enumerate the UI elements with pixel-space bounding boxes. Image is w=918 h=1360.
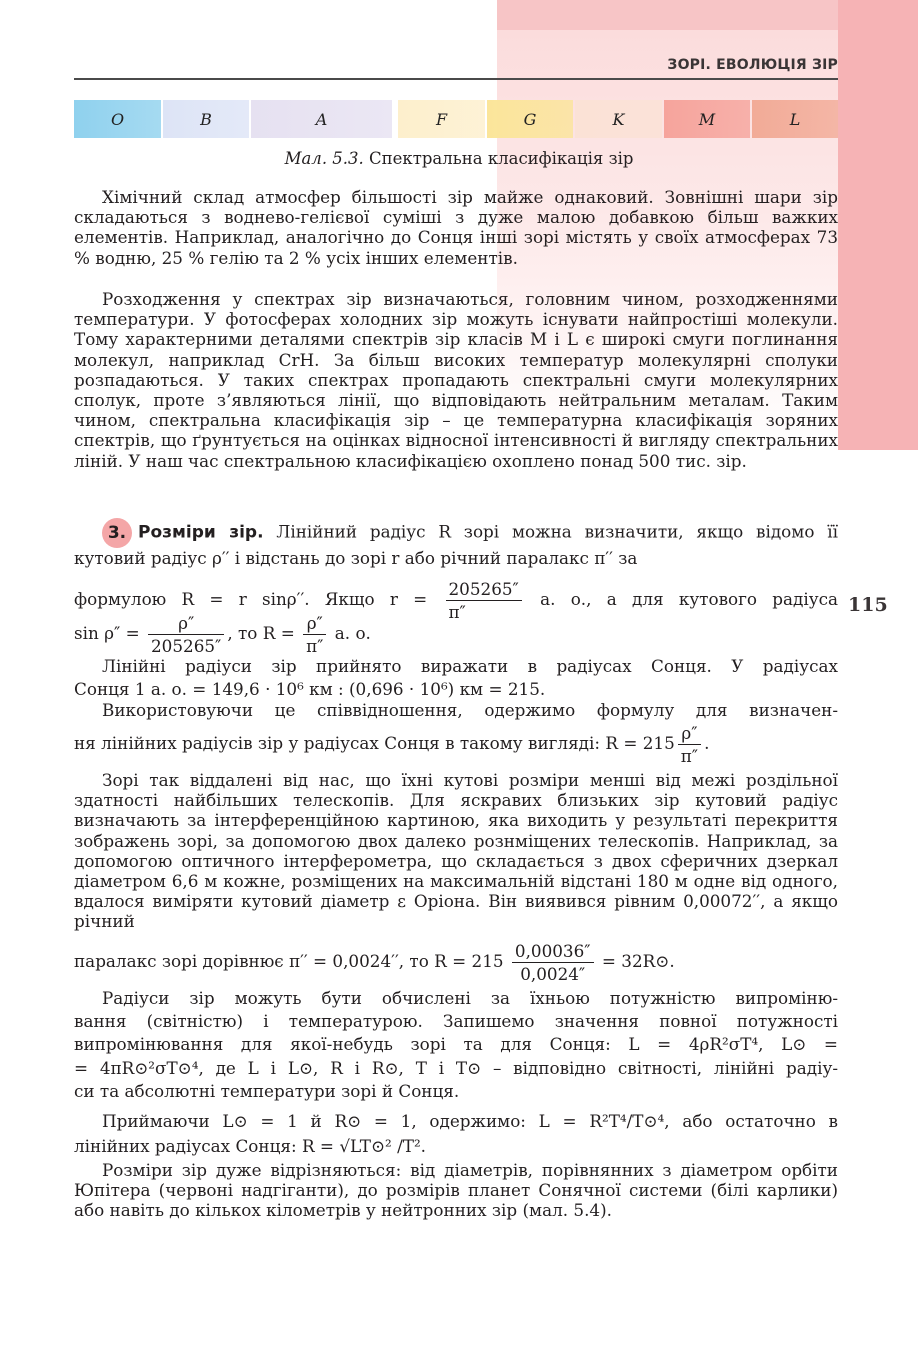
paragraph-9-block xyxy=(74,1160,838,1221)
paragraph-5-line-1: Використовуючи це співвідношення, одержимо формулу для визначен- xyxy=(102,700,838,720)
fraction-denominator: 0,0024″ xyxy=(520,964,586,984)
fraction-rho-over-pi xyxy=(303,612,326,657)
fraction-denominator: π″ xyxy=(680,746,699,766)
fraction-rho-over-pi-inline xyxy=(678,722,701,767)
fraction-rho-over-205265 xyxy=(148,612,224,657)
paragraph-7-line-3: випромінювання для якої-небудь зорі та для Сонця: L = 4ρR²σT⁴, L⊙ = xyxy=(74,1034,838,1054)
spectral-class-O: O xyxy=(74,100,161,138)
fraction-numerator: ρ″ xyxy=(303,612,326,635)
section-3-intro xyxy=(74,518,838,568)
spectral-class-K: K xyxy=(575,100,662,138)
chapter-title: ЗОРІ. ЕВОЛЮЦІЯ ЗІР xyxy=(667,57,838,73)
paragraph-4-line-2: Сонця 1 а. о. = 149,6 · 10⁶ км : (0,696 · 10⁶) км = 215. xyxy=(74,679,546,699)
formula-2-suffix: а. о. xyxy=(334,623,371,643)
caption-text: Спектральна класифікація зір xyxy=(363,149,634,168)
section-title: Розміри зір. xyxy=(138,522,264,543)
spectral-class-L: L xyxy=(752,100,838,138)
paragraph-6-block xyxy=(74,770,838,932)
spectral-class-M: M xyxy=(664,100,750,138)
paragraph-6: Зорі так віддалені від нас, що їхні кутові розміри менші від межі роздільної здатності найбільших телескопів. Для яскравих близьких зір кутовий радіус визначають за інтерференційною картиною, яка виходить у результаті перекриття зображень зорі, за допомогою двох далеко рознміщених телескопів. Наприклад, за допомогою оптичного інтерферометра, що складається з двох сферичних дзеркал діаметром 6,6 м кожне, розміщених на максимальній відстані 180 м одне від одного, вдалося виміряти кутовий діаметр ε Оріона. Він виявився рівним 0,00072′′, а якщо річний xyxy=(74,770,838,932)
caption-prefix: Мал. 5.3. xyxy=(284,149,364,168)
paragraph-7-line-5: си та абсолютні температури зорі й Сонця. xyxy=(74,1081,460,1101)
section-3-text: Лінійний радіус R зорі можна визначити, якщо відомо її кутовий радіус ρ′′ і відстань до зорі r або річний паралакс π′′ за xyxy=(74,521,838,568)
header-divider xyxy=(74,78,838,80)
paragraph-1: Хімічний склад атмосфер більшості зір майже однаковий. Зовнішні шари зір складаються з воднево-гелієвої суміші з дуже малою добавкою більш важких елементів. Наприклад, аналогічно до Сонця інші зорі містять у своїх атмосферах 73 % водню, 25 % гелію та 2 % усіх інших елементів. xyxy=(74,187,838,268)
paragraph-9: Розміри зір дуже відрізняються: від діаметрів, порівнянних з діаметром орбіти Юпітера (червоні надгіганти), до розмірів планет Сонячної системи (білі карлики) або навіть до кількох кілометрів у нейтронних зір (мал. 5.4). xyxy=(74,1160,838,1221)
fraction-00036-over-00024 xyxy=(512,940,594,985)
figure-caption xyxy=(0,149,918,168)
formula-2-middle: , то R = xyxy=(227,623,295,643)
fraction-numerator: 205265″ xyxy=(446,578,522,601)
formula-2-prefix: sin ρ″ = xyxy=(74,623,140,643)
spectral-class-B: B xyxy=(163,100,249,138)
paragraph-7-line-1: Радіуси зір можуть бути обчислені за їхньою потужністю випроміню- xyxy=(102,988,838,1008)
paragraph-1-block xyxy=(74,187,838,268)
formula-line-2 xyxy=(74,612,838,657)
fraction-denominator: π″ xyxy=(448,602,466,622)
fraction-numerator: ρ″ xyxy=(678,722,701,745)
paragraph-2-block xyxy=(74,289,838,471)
formula-line-3 xyxy=(74,940,838,985)
spectral-class-F: F xyxy=(398,100,485,138)
spectral-class-G: G xyxy=(487,100,573,138)
paragraph-8-line-1: Приймаючи L⊙ = 1 й R⊙ = 1, одержимо: L = R²T⁴/T⊙⁴, або остаточно в xyxy=(102,1111,838,1131)
formula-3-suffix: = 32R⊙. xyxy=(601,951,675,971)
fraction-numerator: 0,00036″ xyxy=(512,940,594,963)
side-pink-column xyxy=(838,0,918,450)
fraction-denominator: 205265″ xyxy=(151,636,222,656)
page-number: 115 xyxy=(848,594,888,616)
paragraph-5-line-2: ня лінійних радіусів зір у радіусах Сонця в такому вигляді: R = 215 $\frac{\rho''}{\pi''}$ . xyxy=(74,723,710,766)
spectral-class-A: A xyxy=(251,100,392,138)
formula-3-prefix: паралакс зорі дорівнює π′′ = 0,0024′′, то R = 215 xyxy=(74,951,504,971)
paragraph-4-line-1: Лінійні радіуси зір прийнято виражати в радіусах Сонця. У радіусах xyxy=(102,656,838,676)
fraction-numerator: ρ″ xyxy=(148,612,224,635)
spectral-class-strip xyxy=(74,100,838,138)
paragraph-2: Розходження у спектрах зір визначаються, головним чином, розходженнями температури. У фотосферах холодних зір можуть існувати найпростіші молекули. Тому характерними деталями спектрів зір класів M і L є широкі смуги поглинання молекул, наприклад CrH. За більш високих температур молекулярні сполуки розпадаються. У таких спектрах пропадають спектральні смуги молекулярних сполук, проте з’являються лінії, що відповідають нейтральним металам. Таким чином, спектральна класифікація зір – це температурна класифікація зоряних спектрів, що ґрунтується на оцінках відносної інтенсивності й вигляду спектральних ліній. У наш час спектральною класифікацією охоплено понад 500 тис. зір. xyxy=(74,289,838,471)
paragraph-7-line-2: вання (світністю) і температурою. Запишемо значення повної потужності xyxy=(74,1011,838,1031)
section-number-badge: 3. xyxy=(102,518,132,548)
paragraph-8-line-2: лінійних радіусах Сонця: R = √LT⊙² /T². xyxy=(74,1136,427,1156)
formula-1-prefix: формулою R = r sinρ′′. Якщо r = xyxy=(74,589,428,609)
paragraph-5-text: ня лінійних радіусів зір у радіусах Сонця в такому вигляді: R = 215 xyxy=(74,733,675,753)
paragraph-7-line-4: = 4πR⊙²σT⊙⁴, де L і L⊙, R і R⊙, T і T⊙ – відповідно світності, лінійні радіу- xyxy=(74,1058,838,1078)
formula-1-suffix: а. о., а для кутового радіуса xyxy=(540,589,838,609)
fraction-denominator: π″ xyxy=(306,636,324,656)
